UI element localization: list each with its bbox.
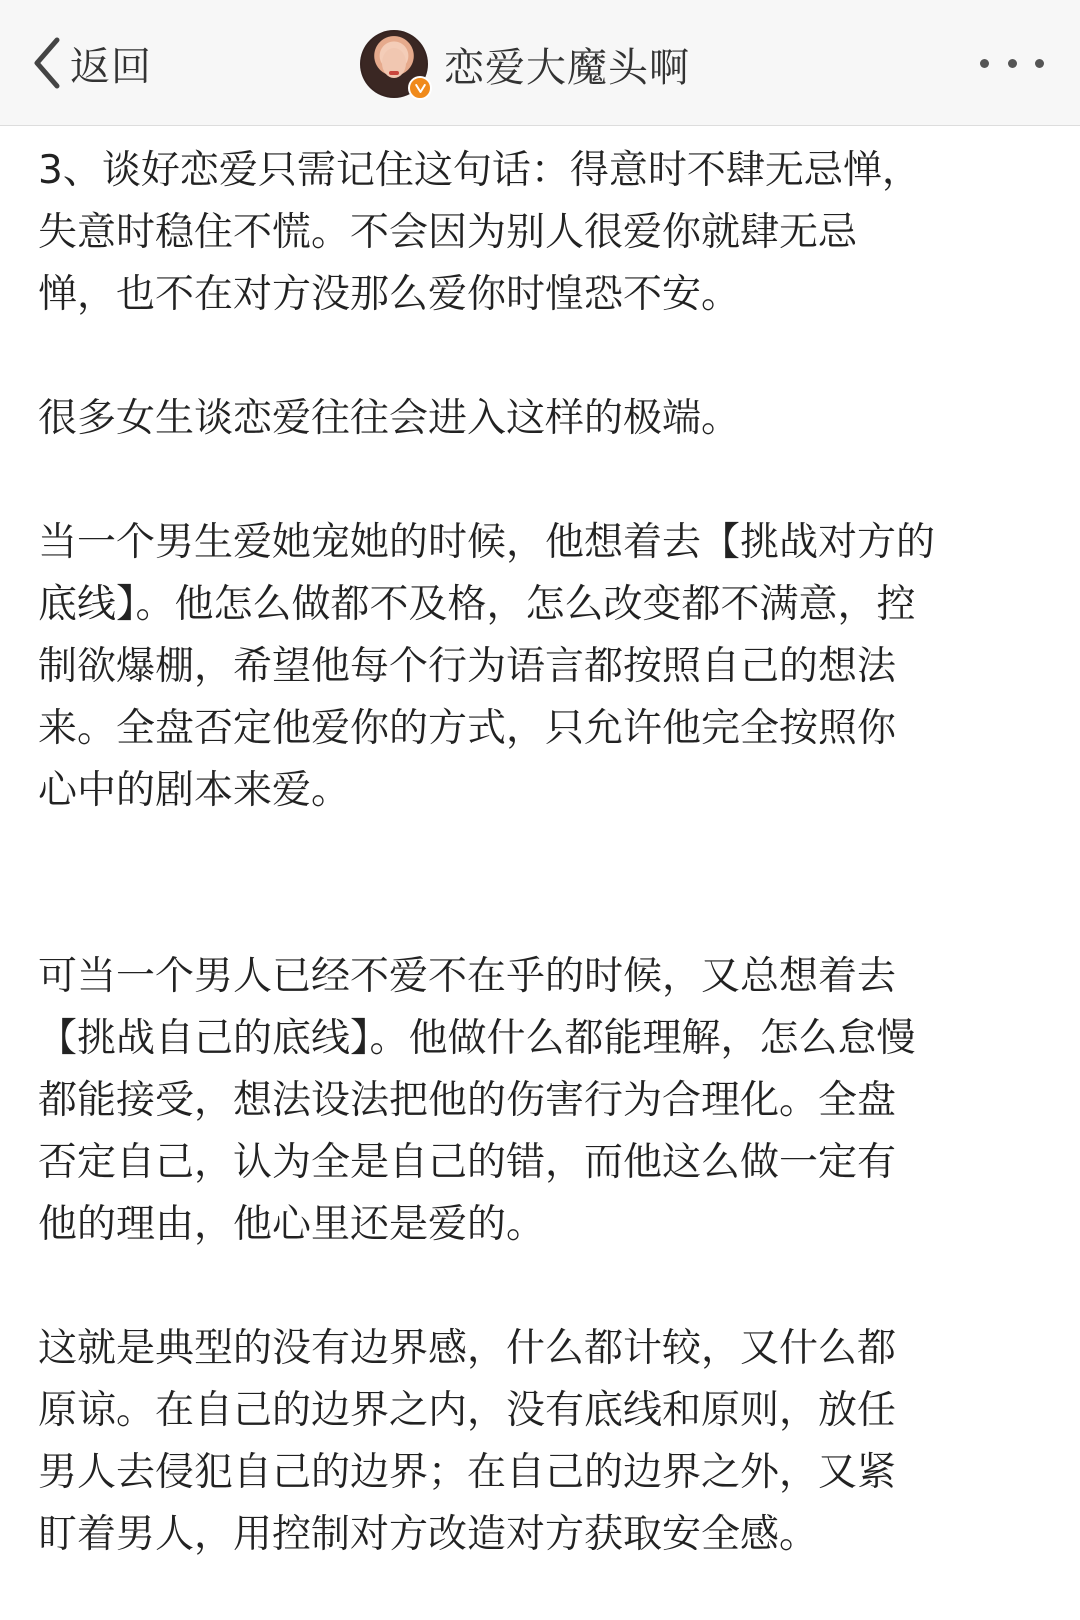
chevron-left-icon	[28, 33, 66, 93]
post-content	[38, 140, 1048, 1566]
more-icon-dot-1	[980, 59, 989, 68]
top-navigation-bar	[0, 0, 1080, 126]
author-name[interactable]: 恋爱大魔头啊	[444, 44, 690, 91]
verified-check-icon	[414, 82, 427, 95]
author-profile[interactable]	[360, 28, 690, 100]
more-icon-dot-2	[1008, 59, 1017, 68]
avatar-lips	[389, 71, 399, 75]
post-paragraph-2: 很多女生谈恋爱往往会进入这样的极端。	[38, 396, 741, 441]
post-paragraph-1: 3、谈好恋爱只需记住这句话：得意时不肆无忌惮， 失意时稳住不慌。不会因为别人很爱你就肆无忌 惮，也不在对方没那么爱你时惶恐不安。	[38, 148, 921, 317]
more-button[interactable]	[980, 46, 1044, 80]
avatar[interactable]	[360, 30, 428, 98]
back-label: 返回	[70, 43, 152, 90]
post-paragraph-5: 这就是典型的没有边界感，什么都计较，又什么都 原谅。在自己的边界之内，没有底线和原则，放任 男人去侵犯自己的边界；在自己的边界之外，又紧 盯着男人，用控制对方改造对方获取安全感。	[38, 1326, 897, 1557]
post-paragraph-3: 当一个男生爱她宠她的时候，他想着去【挑战对方的 底线】。他怎么做都不及格，怎么改变都不满意，控 制欲爆棚，希望他每个行为语言都按照自己的想法 来。全盘否定他爱你的方式，只允许他完全按照你 心中的剧本来爱。	[38, 520, 936, 813]
back-button[interactable]	[28, 30, 152, 96]
verified-badge-icon	[408, 76, 432, 100]
more-icon-dot-3	[1035, 59, 1044, 68]
post-paragraph-4: 可当一个男人已经不爱不在乎的时候，又总想着去 【挑战自己的底线】。他做什么都能理解，怎么怠慢 都能接受，想法设法把他的伤害行为合理化。全盘 否定自己，认为全是自己的错，而他这么做一定有 他的理由，他心里还是爱的。	[38, 954, 916, 1247]
